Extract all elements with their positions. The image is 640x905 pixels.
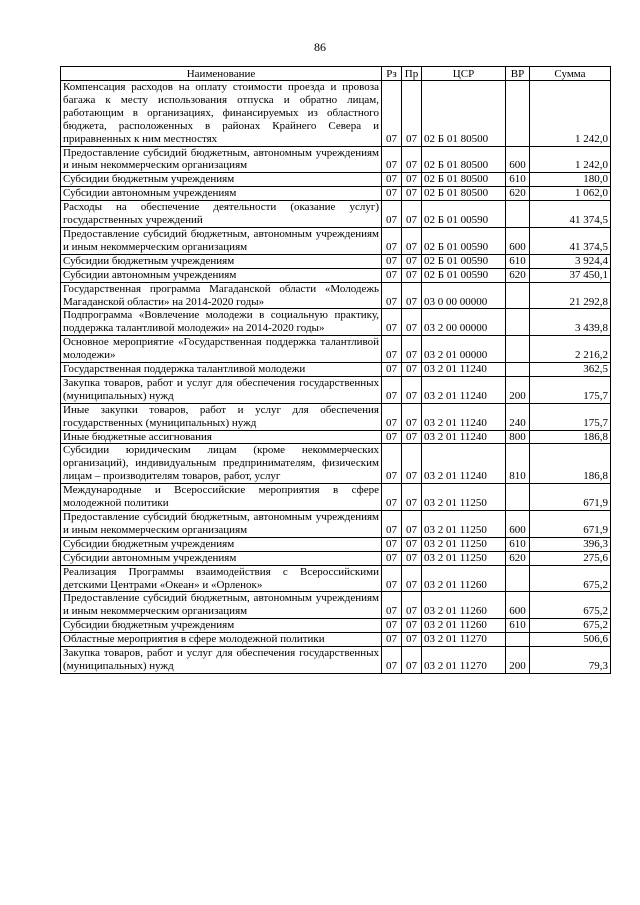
cell-sum: 41 374,5: [530, 227, 611, 254]
header-sum: Сумма: [530, 67, 611, 81]
cell-rz: 07: [382, 81, 402, 147]
cell-pr: 07: [402, 187, 422, 201]
table-header-row: [61, 67, 611, 81]
cell-sum: 362,5: [530, 363, 611, 377]
cell-rz: 07: [382, 403, 402, 430]
table-row: [61, 268, 611, 282]
cell-csr: 03 2 01 11270: [422, 647, 506, 674]
cell-rz: 07: [382, 227, 402, 254]
table-row: [61, 633, 611, 647]
cell-name: Предоставление субсидий бюджетным, автономным учреждениям и иным некоммерческим организациям: [61, 146, 382, 173]
cell-vr: [506, 363, 530, 377]
cell-name: Иные закупки товаров, работ и услуг для обеспечения государственных (муниципальных) нужд: [61, 403, 382, 430]
cell-name: Иные бюджетные ассигнования: [61, 430, 382, 444]
cell-vr: [506, 565, 530, 592]
cell-rz: 07: [382, 173, 402, 187]
cell-pr: 07: [402, 551, 422, 565]
cell-csr: 03 2 01 11270: [422, 633, 506, 647]
cell-pr: 07: [402, 254, 422, 268]
cell-csr: 03 0 00 00000: [422, 282, 506, 309]
cell-vr: 240: [506, 403, 530, 430]
cell-name: Субсидии автономным учреждениям: [61, 551, 382, 565]
cell-vr: [506, 633, 530, 647]
cell-pr: 07: [402, 81, 422, 147]
cell-rz: 07: [382, 363, 402, 377]
cell-sum: 37 450,1: [530, 268, 611, 282]
cell-vr: 810: [506, 444, 530, 484]
cell-name: Государственная программа Магаданской области «Молодежь Магаданской области» на 2014-2020 годы»: [61, 282, 382, 309]
cell-vr: 610: [506, 537, 530, 551]
cell-vr: 800: [506, 430, 530, 444]
cell-pr: 07: [402, 633, 422, 647]
cell-vr: [506, 336, 530, 363]
cell-csr: 02 Б 01 00590: [422, 201, 506, 228]
cell-name: Закупка товаров, работ и услуг для обеспечения государственных (муниципальных) нужд: [61, 376, 382, 403]
cell-csr: 03 2 01 11240: [422, 444, 506, 484]
header-vr: ВР: [506, 67, 530, 81]
cell-sum: 671,9: [530, 511, 611, 538]
cell-rz: 07: [382, 336, 402, 363]
cell-rz: 07: [382, 484, 402, 511]
cell-rz: 07: [382, 551, 402, 565]
cell-name: Международные и Всероссийские мероприятия в сфере молодежной политики: [61, 484, 382, 511]
cell-rz: 07: [382, 309, 402, 336]
cell-pr: 07: [402, 403, 422, 430]
cell-pr: 07: [402, 309, 422, 336]
table-row: [61, 619, 611, 633]
cell-pr: 07: [402, 173, 422, 187]
cell-sum: 675,2: [530, 592, 611, 619]
table-row: [61, 173, 611, 187]
page-number: 86: [314, 40, 326, 54]
cell-rz: 07: [382, 619, 402, 633]
cell-rz: 07: [382, 633, 402, 647]
cell-sum: 180,0: [530, 173, 611, 187]
cell-pr: 07: [402, 268, 422, 282]
cell-name: Подпрограмма «Вовлечение молодежи в социальную практику, поддержка талантливой молодежи» на 2014-2020 годы»: [61, 309, 382, 336]
table-row: [61, 430, 611, 444]
cell-sum: 506,6: [530, 633, 611, 647]
cell-name: Предоставление субсидий бюджетным, автономным учреждениям и иным некоммерческим организациям: [61, 511, 382, 538]
cell-pr: 07: [402, 565, 422, 592]
cell-csr: 03 2 01 11240: [422, 363, 506, 377]
cell-rz: 07: [382, 537, 402, 551]
cell-csr: 03 2 01 00000: [422, 336, 506, 363]
cell-name: Субсидии автономным учреждениям: [61, 268, 382, 282]
cell-sum: 175,7: [530, 403, 611, 430]
cell-rz: 07: [382, 268, 402, 282]
cell-rz: 07: [382, 376, 402, 403]
cell-pr: 07: [402, 647, 422, 674]
cell-rz: 07: [382, 187, 402, 201]
cell-csr: 02 Б 01 00590: [422, 227, 506, 254]
table-row: [61, 336, 611, 363]
cell-name: Субсидии бюджетным учреждениям: [61, 254, 382, 268]
cell-sum: 675,2: [530, 565, 611, 592]
cell-name: Расходы на обеспечение деятельности (оказание услуг) государственных учреждений: [61, 201, 382, 228]
cell-rz: 07: [382, 430, 402, 444]
cell-name: Субсидии бюджетным учреждениям: [61, 619, 382, 633]
cell-csr: 03 2 01 11260: [422, 592, 506, 619]
table-row: [61, 187, 611, 201]
cell-csr: 03 2 01 11240: [422, 430, 506, 444]
cell-csr: 03 2 01 11260: [422, 565, 506, 592]
cell-csr: 03 2 01 11250: [422, 551, 506, 565]
cell-csr: 03 2 00 00000: [422, 309, 506, 336]
cell-name: Основное мероприятие «Государственная поддержка талантливой молодежи»: [61, 336, 382, 363]
cell-vr: 200: [506, 647, 530, 674]
cell-name: Компенсация расходов на оплату стоимости проезда и провоза багажа к месту использования отпуска и обратно лицам, работающим в организациях, финансируемых из областного бюджета, расположенных в районах Крайнего Севера и приравненных к ним местностях: [61, 81, 382, 147]
cell-pr: 07: [402, 201, 422, 228]
cell-csr: 03 2 01 11250: [422, 537, 506, 551]
table-row: [61, 227, 611, 254]
cell-name: Государственная поддержка талантливой молодежи: [61, 363, 382, 377]
cell-rz: 07: [382, 282, 402, 309]
header-name: Наименование: [61, 67, 382, 81]
table-row: [61, 647, 611, 674]
cell-name: Субсидии бюджетным учреждениям: [61, 537, 382, 551]
cell-name: Предоставление субсидий бюджетным, автономным учреждениям и иным некоммерческим организациям: [61, 227, 382, 254]
table-row: [61, 511, 611, 538]
cell-pr: 07: [402, 430, 422, 444]
cell-csr: 02 Б 01 00590: [422, 254, 506, 268]
cell-csr: 02 Б 01 80500: [422, 187, 506, 201]
cell-rz: 07: [382, 565, 402, 592]
table-row: [61, 403, 611, 430]
cell-pr: 07: [402, 537, 422, 551]
cell-csr: 02 Б 01 80500: [422, 146, 506, 173]
cell-csr: 03 2 01 11250: [422, 511, 506, 538]
cell-sum: 3 439,8: [530, 309, 611, 336]
cell-sum: 1 242,0: [530, 81, 611, 147]
cell-name: Субсидии бюджетным учреждениям: [61, 173, 382, 187]
cell-pr: 07: [402, 592, 422, 619]
cell-csr: 02 Б 01 00590: [422, 268, 506, 282]
table-row: [61, 254, 611, 268]
header-csr: ЦСР: [422, 67, 506, 81]
cell-pr: 07: [402, 619, 422, 633]
cell-name: Субсидии юридическим лицам (кроме некоммерческих организаций), индивидуальным предпринимателям, физическим лицам – производителям товаров, работ, услуг: [61, 444, 382, 484]
table-row: [61, 146, 611, 173]
cell-vr: 610: [506, 254, 530, 268]
cell-pr: 07: [402, 146, 422, 173]
table-row: [61, 551, 611, 565]
table-row: [61, 444, 611, 484]
cell-sum: 79,3: [530, 647, 611, 674]
cell-vr: 600: [506, 592, 530, 619]
cell-vr: 620: [506, 268, 530, 282]
cell-pr: 07: [402, 282, 422, 309]
table-row: [61, 376, 611, 403]
cell-rz: 07: [382, 201, 402, 228]
cell-vr: [506, 309, 530, 336]
cell-csr: 03 2 01 11260: [422, 619, 506, 633]
cell-vr: 600: [506, 146, 530, 173]
cell-sum: 186,8: [530, 444, 611, 484]
cell-rz: 07: [382, 146, 402, 173]
table-row: [61, 592, 611, 619]
cell-sum: 3 924,4: [530, 254, 611, 268]
cell-vr: 610: [506, 173, 530, 187]
cell-pr: 07: [402, 363, 422, 377]
table-row: [61, 537, 611, 551]
cell-vr: 600: [506, 511, 530, 538]
cell-pr: 07: [402, 336, 422, 363]
cell-vr: [506, 201, 530, 228]
cell-sum: 275,6: [530, 551, 611, 565]
cell-csr: 03 2 01 11240: [422, 403, 506, 430]
cell-sum: 21 292,8: [530, 282, 611, 309]
cell-rz: 07: [382, 444, 402, 484]
cell-rz: 07: [382, 511, 402, 538]
table-row: [61, 484, 611, 511]
cell-csr: 02 Б 01 80500: [422, 173, 506, 187]
table-row: [61, 309, 611, 336]
cell-sum: 396,3: [530, 537, 611, 551]
table-row: [61, 565, 611, 592]
cell-name: Областные мероприятия в сфере молодежной политики: [61, 633, 382, 647]
cell-sum: 186,8: [530, 430, 611, 444]
cell-vr: 610: [506, 619, 530, 633]
cell-rz: 07: [382, 592, 402, 619]
cell-pr: 07: [402, 376, 422, 403]
cell-csr: 02 Б 01 80500: [422, 81, 506, 147]
cell-name: Реализация Программы взаимодействия с Всероссийскими детскими Центрами «Океан» и «Орленок»: [61, 565, 382, 592]
cell-vr: 620: [506, 187, 530, 201]
cell-vr: 600: [506, 227, 530, 254]
cell-vr: [506, 282, 530, 309]
table-row: [61, 201, 611, 228]
table-row: [61, 363, 611, 377]
cell-rz: 07: [382, 647, 402, 674]
cell-vr: 200: [506, 376, 530, 403]
cell-sum: 1 242,0: [530, 146, 611, 173]
cell-rz: 07: [382, 254, 402, 268]
cell-sum: 1 062,0: [530, 187, 611, 201]
table-row: [61, 81, 611, 147]
cell-csr: 03 2 01 11240: [422, 376, 506, 403]
cell-vr: [506, 81, 530, 147]
header-rz: Рз: [382, 67, 402, 81]
cell-name: Предоставление субсидий бюджетным, автономным учреждениям и иным некоммерческим организациям: [61, 592, 382, 619]
cell-vr: 620: [506, 551, 530, 565]
table-row: [61, 282, 611, 309]
cell-sum: 675,2: [530, 619, 611, 633]
cell-csr: 03 2 01 11250: [422, 484, 506, 511]
cell-sum: 41 374,5: [530, 201, 611, 228]
cell-pr: 07: [402, 484, 422, 511]
cell-pr: 07: [402, 511, 422, 538]
cell-vr: [506, 484, 530, 511]
cell-pr: 07: [402, 227, 422, 254]
header-pr: Пр: [402, 67, 422, 81]
cell-sum: 671,9: [530, 484, 611, 511]
cell-name: Закупка товаров, работ и услуг для обеспечения государственных (муниципальных) нужд: [61, 647, 382, 674]
table-body: [61, 81, 611, 674]
cell-sum: 2 216,2: [530, 336, 611, 363]
cell-sum: 175,7: [530, 376, 611, 403]
budget-table: [60, 66, 611, 674]
cell-name: Субсидии автономным учреждениям: [61, 187, 382, 201]
cell-pr: 07: [402, 444, 422, 484]
